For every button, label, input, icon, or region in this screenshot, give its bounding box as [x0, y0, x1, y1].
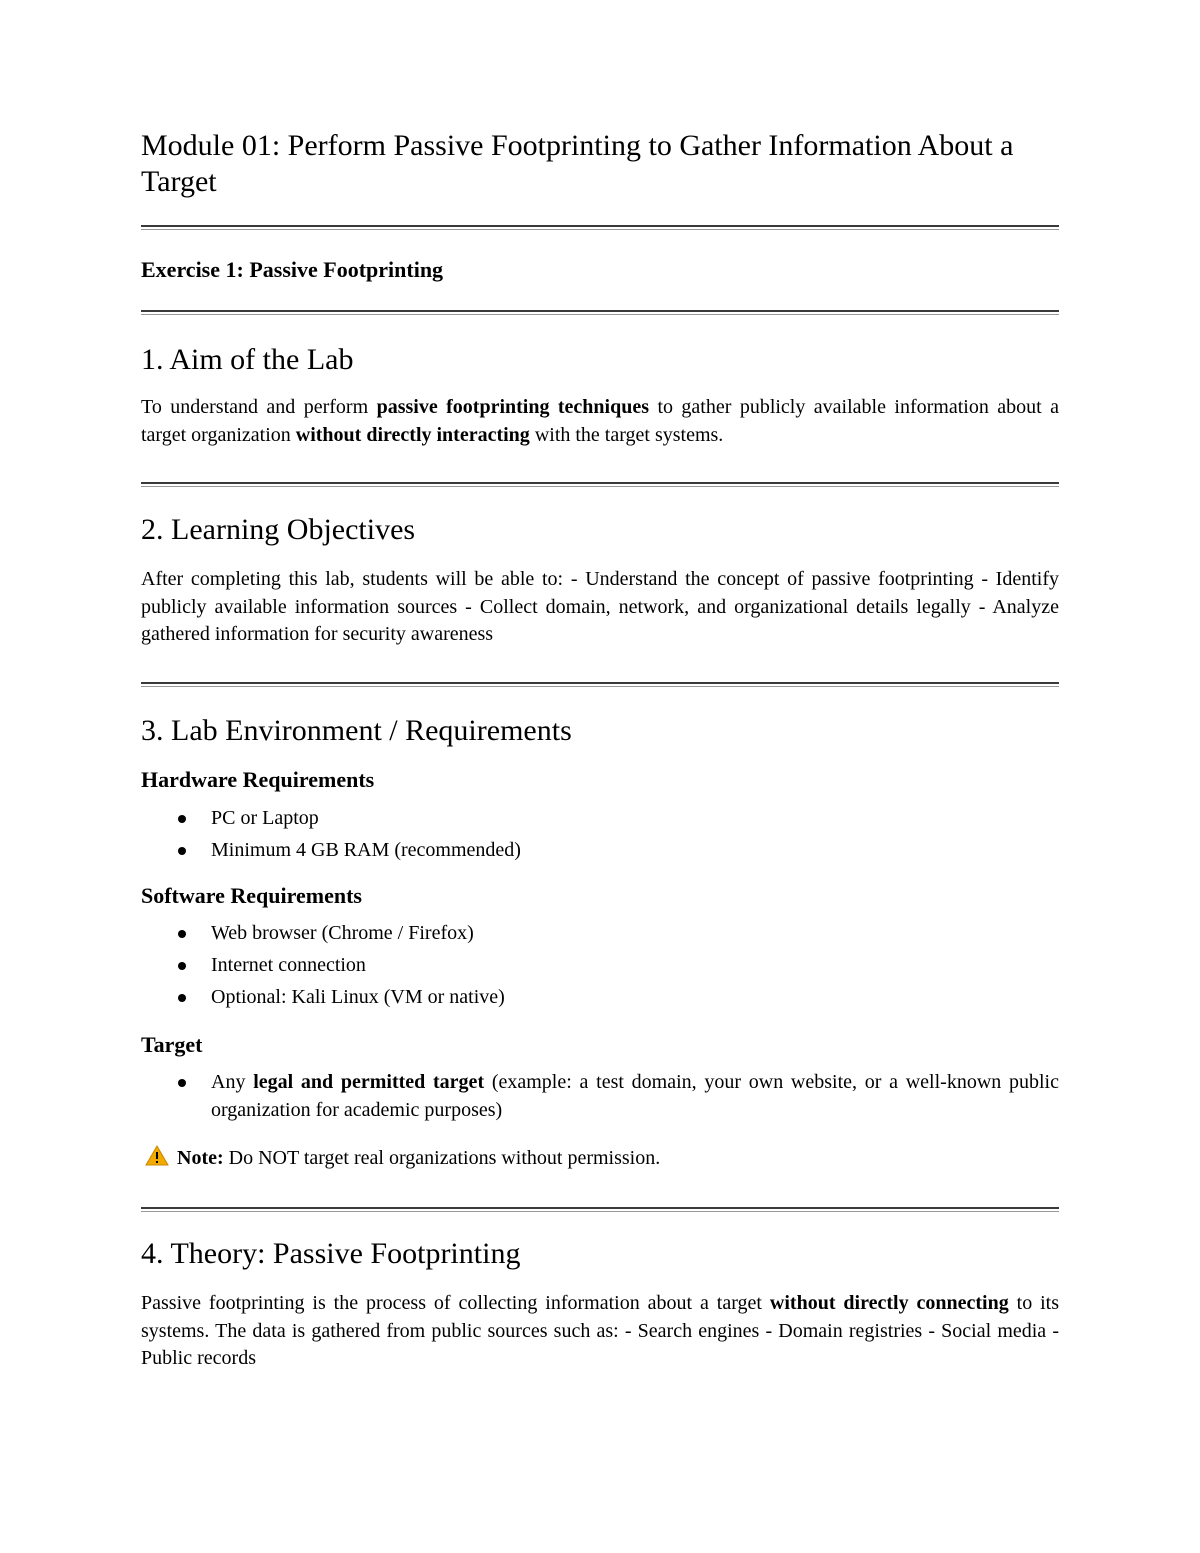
bullet-icon	[178, 962, 186, 970]
list-item-text: Optional: Kali Linux (VM or native)	[211, 986, 505, 1008]
list-item	[141, 984, 1059, 1012]
target-text-1: Any	[211, 1071, 254, 1093]
bullet-icon	[178, 1079, 186, 1087]
note-label: Note:	[177, 1147, 224, 1169]
list-item	[141, 837, 1059, 865]
horizontal-rule	[141, 482, 1059, 487]
horizontal-rule	[141, 682, 1059, 687]
horizontal-rule	[141, 1207, 1059, 1212]
list-item	[141, 952, 1059, 980]
theory-text-1: Passive footprinting is the process of collecting information about a target	[141, 1292, 770, 1314]
horizontal-rule	[141, 225, 1059, 230]
bullet-icon	[178, 930, 186, 938]
document-title: Module 01: Perform Passive Footprinting to Gather Information About a Target	[141, 129, 1014, 198]
bullet-icon	[178, 847, 186, 855]
list-item	[141, 805, 1059, 833]
aim-bold-1: passive footprinting techniques	[376, 396, 650, 418]
aim-text-3: with the target systems.	[529, 423, 724, 446]
aim-paragraph	[141, 394, 1059, 449]
aim-text-1: To understand and perform	[141, 396, 377, 418]
note-paragraph	[145, 1145, 1063, 1175]
target-text-2: (example: a test domain, your own website, or a well-known public organization for academic purposes)	[211, 1071, 1059, 1121]
objectives-paragraph: After completing this lab, students will be able to: - Understand the concept of passive footprinting - Identify publicly available information sources - Collect domain, network, and organizational details legally - Analyze gathered information for security awareness	[141, 568, 1059, 645]
bullet-icon	[178, 815, 186, 823]
aim-bold-2: without directly interacting	[295, 423, 530, 446]
list-item-text: PC or Laptop	[211, 807, 319, 829]
software-list	[141, 920, 1059, 1016]
section-heading-theory: 4. Theory: Passive Footprinting	[141, 1237, 521, 1270]
horizontal-rule	[141, 310, 1059, 315]
aim-text-2: to gather publicly available information about a target organization	[141, 396, 1059, 446]
list-item-text: Internet connection	[211, 954, 366, 976]
theory-text-2: to its systems. The data is gathered from public sources such as: - Search engines - Domain registries - Social media - Public records	[141, 1292, 1060, 1369]
theory-bold-1: without directly connecting	[769, 1292, 1009, 1314]
hardware-heading: Hardware Requirements	[141, 767, 375, 792]
exercise-heading: Exercise 1: Passive Footprinting	[141, 257, 444, 282]
list-item	[141, 1069, 1059, 1124]
list-item-text: Web browser (Chrome / Firefox)	[211, 922, 474, 944]
bullet-icon	[178, 994, 186, 1002]
section-heading-objectives: 2. Learning Objectives	[141, 513, 416, 546]
target-bold: legal and permitted target	[253, 1071, 485, 1093]
list-item	[141, 920, 1059, 948]
note-text: Do NOT target real organizations without permission.	[223, 1147, 661, 1169]
warning-icon	[145, 1145, 169, 1175]
target-heading: Target	[141, 1032, 203, 1057]
section-heading-environment: 3. Lab Environment / Requirements	[141, 714, 572, 747]
list-item-text: Minimum 4 GB RAM (recommended)	[211, 839, 521, 861]
hardware-list	[141, 805, 1059, 869]
theory-paragraph	[141, 1290, 1059, 1373]
target-list	[141, 1069, 1059, 1129]
software-heading: Software Requirements	[141, 883, 362, 908]
section-heading-aim: 1. Aim of the Lab	[141, 343, 354, 376]
